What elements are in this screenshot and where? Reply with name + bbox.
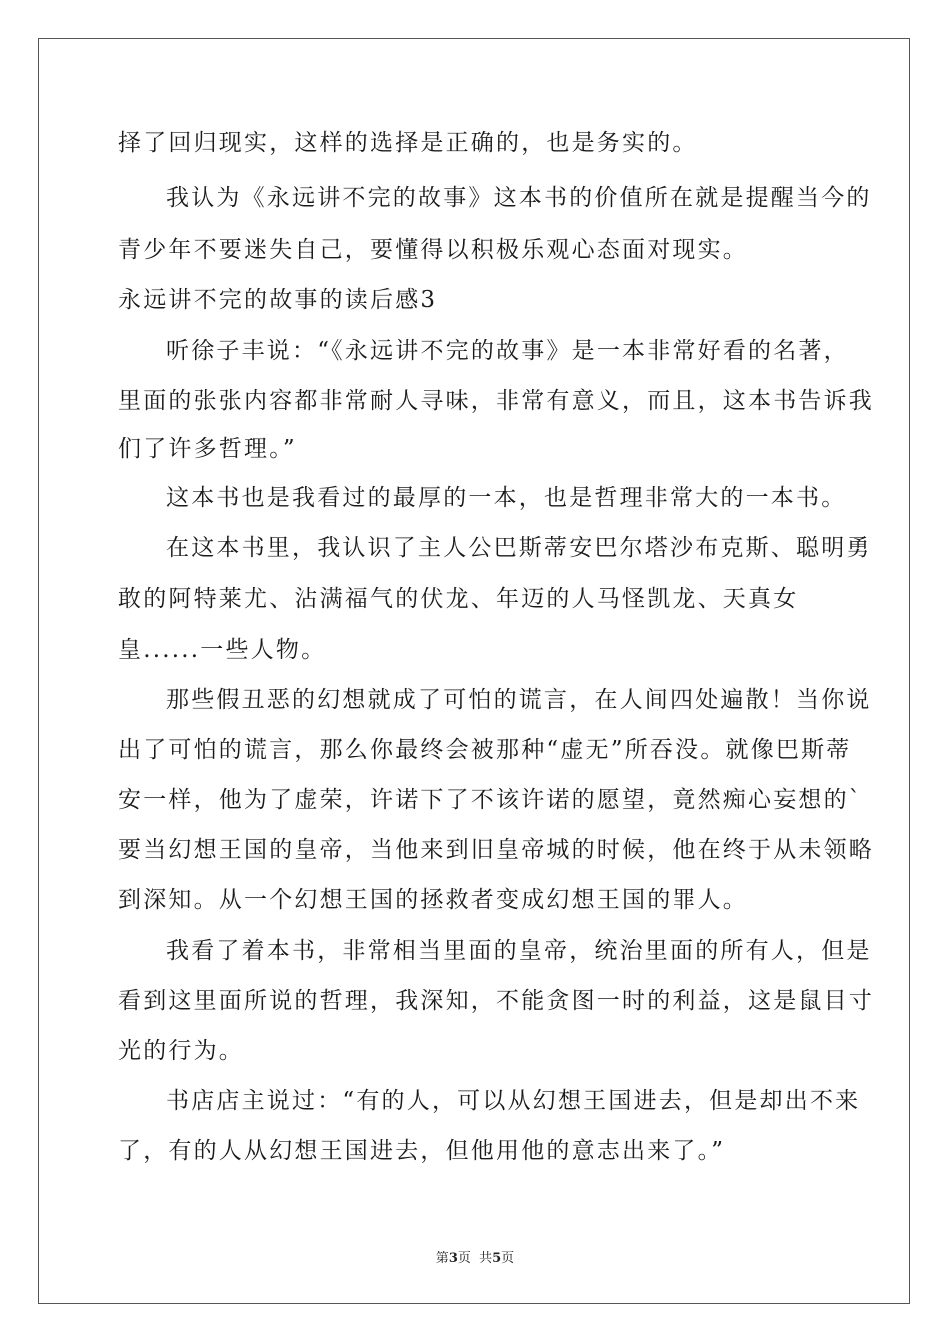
page-footer: [0, 1247, 950, 1266]
paragraph-line: 那些假丑恶的幻想就成了可怕的谎言，在人间四处遍散！当你说: [166, 687, 872, 713]
paragraph-line: 了，有的人从幻想王国进去，但他用他的意志出来了。”: [118, 1138, 726, 1164]
paragraph-line: 要当幻想王国的皇帝，当他来到旧皇帝城的时候，他在终于从未领略: [118, 837, 874, 863]
page-mid: 页 共: [457, 1251, 493, 1266]
section-heading: 永远讲不完的故事的读后感3: [118, 287, 438, 313]
paragraph-line: 敢的阿特莱尤、沾满福气的伏龙、年迈的人马怪凯龙、天真女: [118, 586, 799, 612]
paragraph-line: 书店店主说过：“有的人，可以从幻想王国进去，但是却出不来: [166, 1088, 861, 1114]
paragraph-line: 里面的张张内容都非常耐人寻味，非常有意义，而且，这本书告诉我: [118, 388, 874, 414]
current-page-number: 3: [448, 1251, 458, 1266]
paragraph-line: 皇......一些人物。: [118, 637, 327, 663]
paragraph-line: 我认为《永远讲不完的故事》这本书的价值所在就是提醒当今的: [166, 185, 872, 211]
total-page-number: 5: [492, 1251, 502, 1266]
paragraph-line: 在这本书里，我认识了主人公巴斯蒂安巴尔塔沙布克斯、聪明勇: [166, 535, 872, 561]
paragraph-line: 听徐子丰说：“《永远讲不完的故事》是一本非常好看的名著，: [166, 338, 849, 364]
paragraph-line: 择了回归现实，这样的选择是正确的，也是务实的。: [118, 130, 698, 156]
paragraph-line: 安一样，他为了虚荣，许诺下了不该许诺的愿望，竟然痴心妄想的`: [118, 787, 863, 813]
page-prefix: 第: [435, 1251, 449, 1266]
paragraph-line: 们了许多哲理。”: [118, 436, 297, 462]
paragraph-line: 光的行为。: [118, 1038, 244, 1064]
paragraph-line: 出了可怕的谎言，那么你最终会被那种“虚无”所吞没。就像巴斯蒂: [118, 737, 852, 763]
page-suffix: 页: [501, 1251, 515, 1266]
paragraph-line: 这本书也是我看过的最厚的一本，也是哲理非常大的一本书。: [166, 485, 847, 511]
paragraph-line: 青少年不要迷失自己，要懂得以积极乐观心态面对现实。: [118, 237, 748, 263]
paragraph-line: 看到这里面所说的哲理，我深知，不能贪图一时的利益，这是鼠目寸: [118, 988, 874, 1014]
paragraph-line: 我看了着本书，非常相当里面的皇帝，统治里面的所有人，但是: [166, 938, 872, 964]
paragraph-line: 到深知。从一个幻想王国的拯救者变成幻想王国的罪人。: [118, 887, 748, 913]
